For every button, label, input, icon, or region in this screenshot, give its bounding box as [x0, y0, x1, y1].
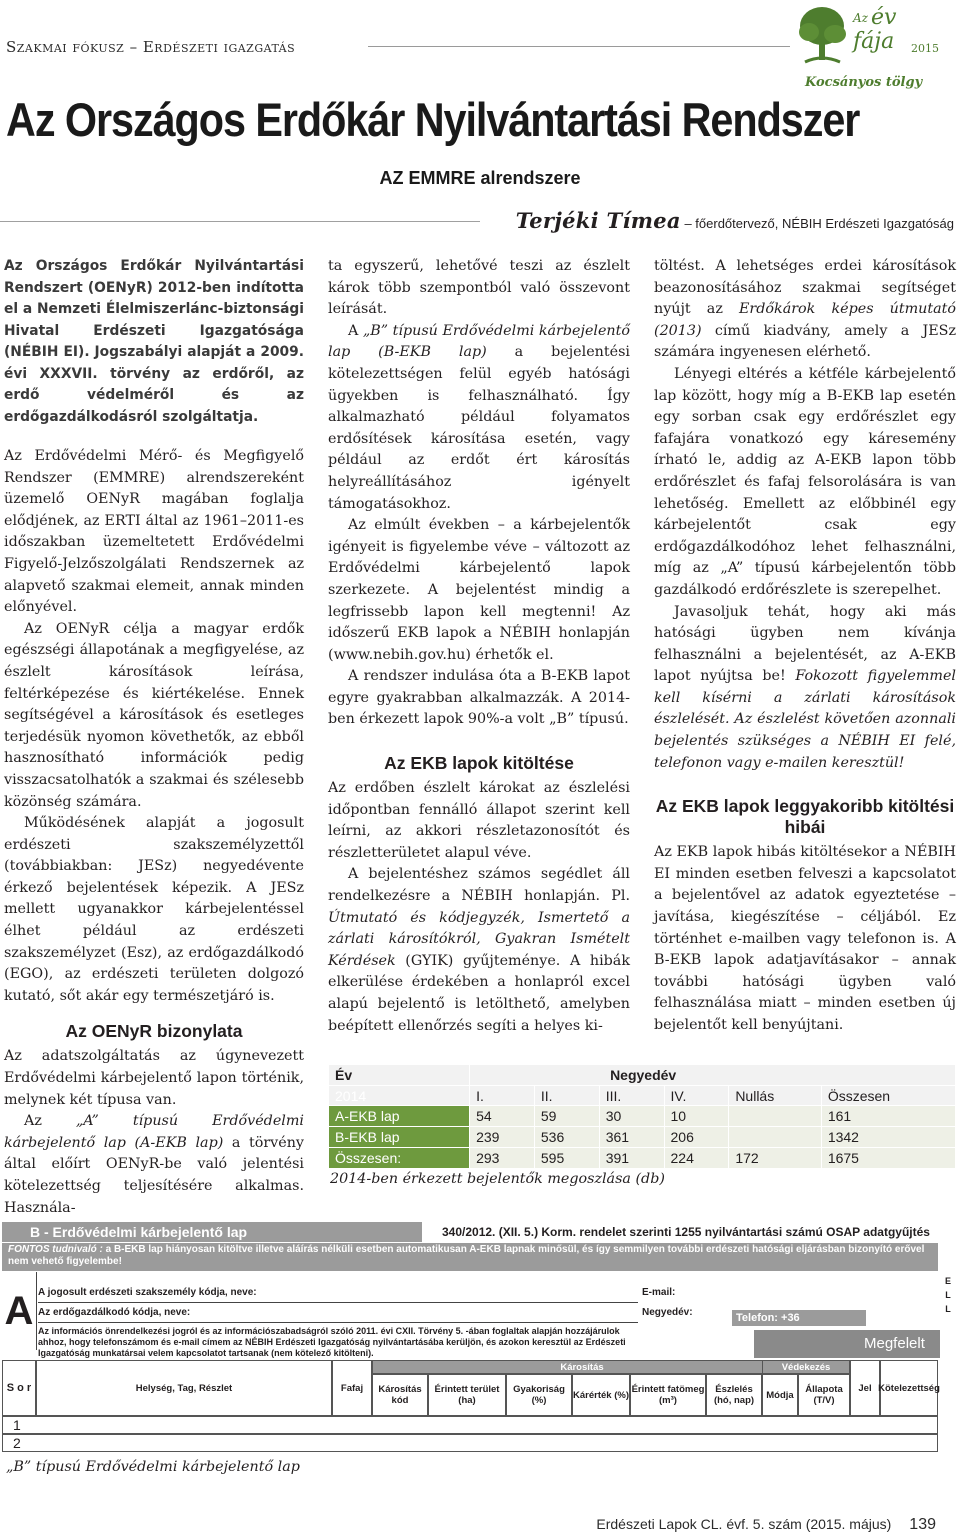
logo-faja: fája: [853, 29, 895, 54]
journal-info: Erdészeti Lapok CL. évf. 5. szám (2015. május): [596, 1516, 892, 1532]
form-col-sor: S o r: [2, 1360, 36, 1416]
paragraph: Az „A” típusú Erdővédelmi kárbejelentő lap (A-EKB lap) a törvény által előírt OENyR-be való jelentési kötelezettség teljesítésére alkalmas. Használa-: [4, 1113, 305, 1216]
form-col-eszleles: Észlelés (hó, nap): [706, 1374, 762, 1416]
paragraph: A rendszer indulása óta a B-EKB lapot egyre gyakrabban alkalmazzák. A 2014-ben érkezett lapok 90%-a volt „B” típusú.: [328, 668, 630, 728]
column-1: [4, 256, 304, 1219]
table-cell: [729, 1127, 822, 1148]
table-cell: 172: [729, 1148, 822, 1169]
form-group-vedekezes: Védekezés: [762, 1360, 850, 1374]
table-row: [329, 1106, 956, 1127]
table-cell: Összesen:: [329, 1148, 470, 1169]
form-section-letter: A: [2, 1272, 37, 1350]
form-row: 1: [2, 1416, 938, 1434]
paragraph: A bejelentéshez számos segédlet áll rendelkezésre a NÉBIH honlapján. Pl. Útmutató és kódjegyzék, Ismertető a zárlati károsítókról, Gyakran Ismételt Kérdések (GYIK) gyűjteménye. A hibák elkerülése érdekében a honlapról excel alapú bejelentő is letölthető, amelyben beépített ellenőrzés segíti a helyes ki-: [328, 866, 630, 1034]
author-role: – főerdőtervező, NÉBIH Erdészeti Igazgatóság: [684, 216, 954, 231]
table-header-row: [329, 1065, 956, 1086]
page-subtitle: AZ EMMRE alrendszere: [379, 168, 581, 188]
table-cell: 391: [599, 1148, 664, 1169]
table-cell: 59: [534, 1106, 599, 1127]
table-cell: B-EKB lap: [329, 1127, 470, 1148]
form-field-email: E-mail:: [642, 1287, 676, 1298]
table-cell: 361: [599, 1127, 664, 1148]
form-note: FONTOS tudnivaló : a B-EKB lap hiányosan kitöltve illetve aláírás nélküli esetben automatikusan A-EKB lapnak minősül, és így semmilyen további erdészeti hatósági eljárásban bizonyító erővel nem vehető figyelembe!: [2, 1243, 938, 1271]
paragraph: Lényegi eltérés a kétféle kárbejelentő lap között, hogy míg a B-EKB lap esetén egy sorban csak egy erdőrészlet egy fafajára vonatkozó egy káresemény írható le, addig az A-EKB lapon több erdőrészlet és fafaj felsorolására is van lehetőség. Emellett az előbbinél egy kárbejelentőt csak egy erdőgazdálkodóhoz lehet felhasználni, míg az „A” típusú kárbejelentőn több gazdálkodó erdőrészlete is szerepelhet.: [654, 365, 956, 598]
form-field-negyedev: Negyedév:: [642, 1307, 693, 1318]
paragraph: Az EKB lapok hibás kitöltésekor a NÉBIH EI minden esetben felveszi a kapcsolatot a bejelentővel az adatok egyeztetése – javítása, kiegészítése – céljából. Ez történhet e-mailben vagy telefonon is. A B-EKB lapok adatjavításakor – annak további hatósági ügyben való felhasználása miatt – minden esetben új bejelentőt kell benyújtani.: [654, 844, 956, 1033]
section-heading: Az EKB lapok kitöltése: [384, 753, 574, 774]
table-cell: 239: [470, 1127, 535, 1148]
form-col-fatomeg: Érintett fatömeg (m³): [630, 1374, 706, 1416]
table-cell: A-EKB lap: [329, 1106, 470, 1127]
table-cell: 293: [470, 1148, 535, 1169]
logo-year: 2015: [911, 42, 939, 55]
form-side-letters: E L L: [944, 1276, 951, 1314]
table-cell: 536: [534, 1127, 599, 1148]
table-cell: 1675: [821, 1148, 955, 1169]
column-3: [654, 256, 956, 1037]
form-field-phone: Telefon: +36: [732, 1310, 866, 1326]
form-col-kotelezettseg: Kötelezettség: [880, 1360, 938, 1416]
form-sample: [2, 1222, 958, 1452]
form-col-terulet: Érintett terület (ha): [428, 1374, 506, 1416]
table-row: [329, 1148, 956, 1169]
table-header-cell: II.: [534, 1086, 599, 1106]
form-caption: „B” típusú Erdővédelmi kárbejelentő lap: [6, 1459, 300, 1475]
byline-divider: [0, 221, 480, 222]
table-cell: 595: [534, 1148, 599, 1169]
form-col-modja: Módja: [762, 1374, 798, 1416]
section-kicker: Szakmai fókusz – Erdészeti igazgatás: [6, 38, 296, 56]
form-regulation: 340/2012. (XII. 5.) Korm. rendelet szerinti 1255 nyilvántartási számú OSAP adatgyűjtés: [442, 1225, 930, 1239]
paragraph: Működésének alapját a jogosult erdészeti szakszemélyzettől (továbbiakban: JESz) negyedévente érkező bejelentések képezik. A JESz mellett ugyanakkor kárbejelentéssel élhet például az erdészeti szakszemélyzet (Esz), az erdőgazdálkodó (EGO), az erdészeti területen dolgozó kutató, sőt akár egy természetjáró is.: [4, 815, 304, 1004]
form-title: B - Erdővédelmi kárbejelentő lap: [2, 1222, 422, 1242]
table-header-cell: Év: [329, 1065, 470, 1086]
byline: [516, 208, 954, 233]
table-header-cell: III.: [599, 1086, 664, 1106]
section-heading: Az OENyR bizonylata: [65, 1021, 243, 1042]
page-footer: [596, 1516, 936, 1534]
table-cell: 224: [664, 1148, 729, 1169]
page-number: 139: [909, 1516, 936, 1533]
paragraph: Javasoljuk tehát, hogy aki más hatósági ügyben nem kívánja felhasználni a bejelentését, az A-EKB lapot nyújtsa be! Fokozott figyelemmel kell kísérni a zárlati károsítások észlelését. Az észlelést követően azonnali bejelentés szükséges a NÉBIH EI felé, telefonon vagy e-mailen keresztül!: [654, 603, 956, 771]
table-cell: 1342: [821, 1127, 955, 1148]
column-2: [328, 256, 630, 1037]
table-row: [329, 1127, 956, 1148]
paragraph: töltést. A lehetséges erdei károsítások beazonosításához szakmai segítséget nyújt az Erdőkárok képes útmutató (2013) című kiadvány, amely a JESz számára ingyenesen elérhető.: [654, 258, 956, 361]
form-megfelelt: Megfelelt: [754, 1330, 940, 1358]
section-heading: Az EKB lapok leggyakoribb kitöltési hibái: [655, 796, 955, 838]
table-header-cell: Negyedév: [470, 1065, 956, 1086]
paragraph: ta egyszerű, lehetővé teszi az észlelt károk több szempontból való összevont leírását.: [328, 258, 630, 318]
form-col-fafaj: Fafaj: [332, 1360, 372, 1416]
table-cell: 30: [599, 1106, 664, 1127]
table-header-cell: Összesen: [821, 1086, 955, 1106]
form-col-karertek: Kárérték (%): [572, 1374, 630, 1416]
form-field-erdogazdalkodo: Az erdőgazdálkodó kódja, neve:: [38, 1304, 638, 1323]
author-name: Terjéki Tímea: [515, 208, 681, 233]
form-col-helyseg: Helység, Tag, Részlet: [36, 1360, 332, 1416]
table-cell: 54: [470, 1106, 535, 1127]
table-cell: 206: [664, 1127, 729, 1148]
paragraph: A „B” típusú Erdővédelmi kárbejelentő lap (B-EKB lap) a bejelentési kötelezettségen felül egyéb hatósági ügyekben is felhasználható. Így alkalmazható például folyamatos erdősítések károsítása esetén, vagy például az erdőt ért károsítás helyreállításához igényelt támogatásokhoz.: [328, 322, 630, 512]
table-cell: 161: [821, 1106, 955, 1127]
paragraph: Az Erdővédelmi Mérő- és Megfigyelő Rendszer (EMMRE) alrendszereként üzemelő OENyR magában foglalja elődjének, az ERTI által az 1961–2011-es időszakban üzemeltetett Erdővédelmi Figyelő-Jelzőszolgálati Rendszernek az alapvető szakmai elemeit, annak minden előnyével.: [4, 448, 304, 616]
table-header-row: [329, 1086, 956, 1106]
form-field-szakszemely: A jogosult erdészeti szakszemély kódja, neve:: [38, 1284, 638, 1303]
paragraph: Az erdőben észlelt károkat az észlelési időpontban fennálló állapot szerint kell leírni, az akkori részletazonosítót és részletterületet alapul véve.: [328, 780, 630, 861]
paragraph: Az adatszolgáltatás az úgynevezett Erdővédelmi kárbejelentő lapon történik, melynek két típusa van.: [4, 1048, 304, 1108]
page-title: Az Országos Erdőkár Nyilvántartási Rendszer: [6, 93, 860, 146]
form-row: 2: [2, 1434, 938, 1452]
logo-tree-name: Kocsányos tölgy: [805, 75, 923, 90]
year-tree-logo: [795, 2, 955, 92]
form-col-kod: Károsítás kód: [372, 1374, 428, 1416]
paragraph: Az elmúlt években – a kárbejelentők igényeit is figyelembe véve – változott az Erdővédelmi kárbejelentő lapok szerkezete. A bejelentést mindig a legfrissebb lapon kell megtenni! Az időszerű EKB lapok a NÉBIH honlapján (www.nebih.gov.hu) érhetők el.: [328, 517, 630, 663]
form-col-gyakorisag: Gyakoriság (%): [506, 1374, 572, 1416]
table-header-cell: Nullás: [729, 1086, 822, 1106]
logo-ev: év: [871, 5, 897, 30]
stats-table: [328, 1064, 956, 1169]
form-info-text: Az információs önrendelkezési jogról és az információszabadságról szóló 2011. évi CXII. Törvény 5. -ában foglaltak alapján hozzájárulok ahhoz, hogy telefonszámom és e-mail címem az NÉBIH Erdészeti Igazgatóság nyilvántartásába kerüljön, és azokon keresztül az Erdészeti Igazgatóság munkatársai velem kapcsolatot tartsanak (nem kötelező kitölteni).: [38, 1326, 626, 1358]
form-group-karositas: Károsítás: [372, 1360, 792, 1374]
lead-paragraph: Az Országos Erdőkár Nyilvántartási Rendszert (OENyR) 2012-ben indította el a Nemzeti Élelmiszerlánc-biztonsági Hivatal Erdészeti Igazgatósága (NÉBIH EI). Jogszabályi alapját a 2009. évi XXXVII. törvény az erdőről, az erdő védelméről és az erdőgazdálkodásról szolgáltatja.: [4, 258, 304, 425]
table-header-cell: I.: [470, 1086, 535, 1106]
table-header-cell: 2014: [329, 1086, 470, 1106]
table-header-cell: IV.: [664, 1086, 729, 1106]
table-caption: 2014-ben érkezett bejelentők megoszlása (db): [330, 1171, 665, 1187]
logo-prefix: Az: [853, 11, 868, 25]
table-cell: 10: [664, 1106, 729, 1127]
kicker-divider: [368, 46, 790, 47]
form-col-allapota: Állapota (T/V): [798, 1374, 850, 1416]
oak-tree-icon: [795, 2, 955, 92]
form-col-jel: Jel: [850, 1360, 880, 1416]
paragraph: Az OENyR célja a magyar erdők egészségi állapotának a megfigyelése, az észlelt károsítások leírása, feltérképezése és kiértékelése. Ennek segítségével a károsítások és esetleges terjedésük nyomon követhetők, az ebből hasznosítható információk pedig visszacsatolhatók a szakmai és szélesebb közönség számára.: [4, 620, 304, 810]
table-cell: [729, 1106, 822, 1127]
